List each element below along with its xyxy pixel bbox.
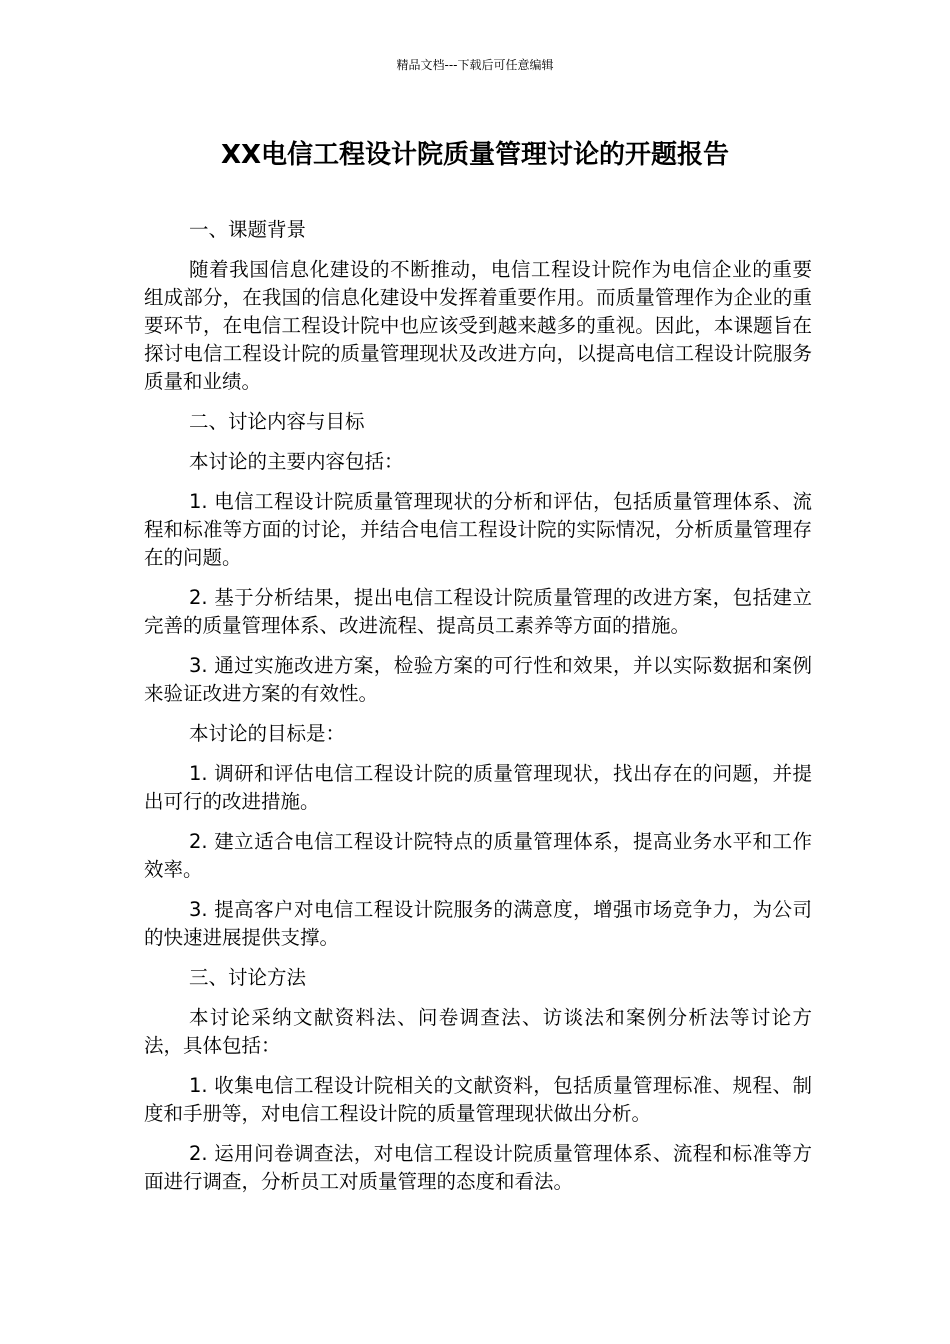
document-body bbox=[144, 216, 812, 1208]
document-title: XX电信工程设计院质量管理讨论的开题报告 bbox=[220, 140, 730, 170]
list-item-content-1: 1. 电信工程设计院质量管理现状的分析和评估，包括质量管理体系、流程和标准等方面的讨论，并结合电信工程设计院的实际情况，分析质量管理存在的问题。 bbox=[144, 490, 812, 569]
list-item-content-3: 3. 通过实施改进方案，检验方案的可行性和效果，并以实际数据和案例来验证改进方案的有效性。 bbox=[144, 654, 812, 705]
section-heading-background: 一、课题背景 bbox=[189, 218, 307, 241]
section-heading-methods: 三、讨论方法 bbox=[189, 966, 307, 989]
paragraph-goals-intro: 本讨论的目标是： bbox=[189, 722, 346, 745]
list-item-method-1: 1. 收集电信工程设计院相关的文献资料，包括质量管理标准、规程、制度和手册等，对电信工程设计院的质量管理现状做出分析。 bbox=[144, 1074, 812, 1125]
section-heading-content-goals: 二、讨论内容与目标 bbox=[189, 410, 365, 433]
list-item-content-2: 2. 基于分析结果，提出电信工程设计院质量管理的改进方案，包括建立完善的质量管理体系、改进流程、提高员工素养等方面的措施。 bbox=[144, 586, 812, 637]
paragraph-methods-intro: 本讨论采纳文献资料法、问卷调查法、访谈法和案例分析法等讨论方法，具体包括： bbox=[144, 1006, 812, 1057]
paragraph-content-intro: 本讨论的主要内容包括： bbox=[189, 450, 404, 473]
list-item-goal-2: 2. 建立适合电信工程设计院特点的质量管理体系，提高业务水平和工作效率。 bbox=[144, 830, 812, 881]
list-item-method-2: 2. 运用问卷调查法，对电信工程设计院质量管理体系、流程和标准等方面进行调查，分析员工对质量管理的态度和看法。 bbox=[144, 1142, 812, 1193]
list-item-goal-1: 1. 调研和评估电信工程设计院的质量管理现状，找出存在的问题，并提出可行的改进措施。 bbox=[144, 762, 812, 813]
header-note: 精品文档---下载后可任意编辑 bbox=[396, 58, 554, 72]
list-item-goal-3: 3. 提高客户对电信工程设计院服务的满意度，增强市场竞争力，为公司的快速进展提供支撑。 bbox=[144, 898, 812, 949]
paragraph-background: 随着我国信息化建设的不断推动，电信工程设计院作为电信企业的重要组成部分，在我国的信息化建设中发挥着重要作用。而质量管理作为企业的重要环节，在电信工程设计院中也应该受到越来越多的重视。因此，本课题旨在探讨电信工程设计院的质量管理现状及改进方向，以提高电信工程设计院服务质量和业绩。 bbox=[144, 258, 812, 393]
